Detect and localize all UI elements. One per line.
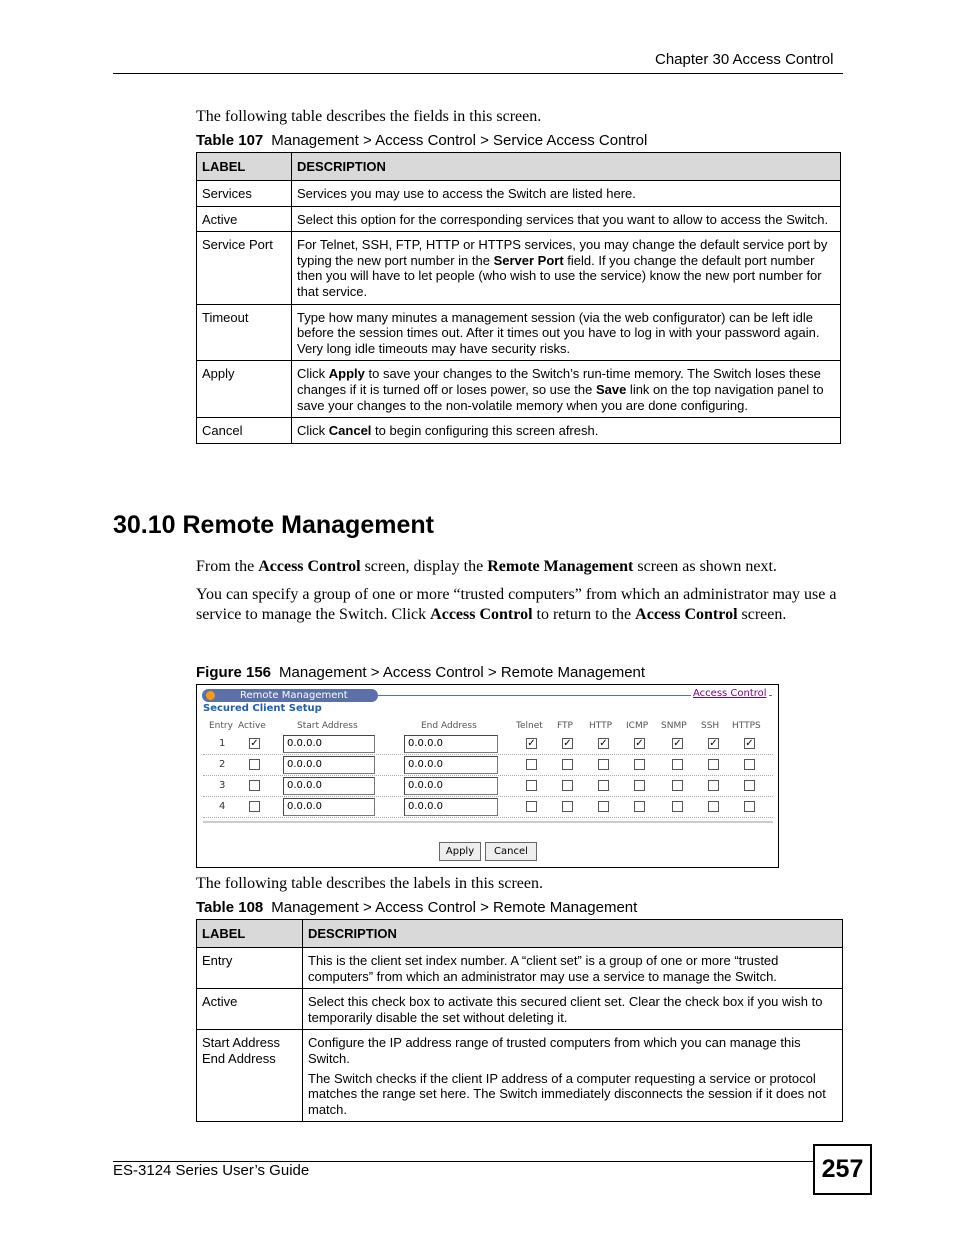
table-header-description: DESCRIPTION xyxy=(303,920,843,948)
icmp-checkbox[interactable] xyxy=(634,801,645,812)
http-checkbox[interactable]: ✓ xyxy=(599,738,608,749)
snmp-checkbox[interactable]: ✓ xyxy=(673,738,682,749)
column-header-telnet: Telnet xyxy=(516,721,543,731)
section-heading: 30.10 Remote Management xyxy=(113,511,434,539)
icmp-checkbox[interactable]: ✓ xyxy=(635,738,644,749)
http-checkbox[interactable] xyxy=(598,759,609,770)
row-label: Apply xyxy=(197,361,292,418)
end-address-input[interactable]: 0.0.0.0 xyxy=(404,798,498,816)
ftp-checkbox[interactable]: ✓ xyxy=(563,738,572,749)
ftp-checkbox[interactable] xyxy=(562,801,573,812)
ssh-checkbox[interactable]: ✓ xyxy=(709,738,718,749)
column-header-ftp: FTP xyxy=(557,721,573,731)
active-checkbox[interactable] xyxy=(249,801,260,812)
table-row xyxy=(197,206,841,232)
entry-index: 3 xyxy=(219,780,226,791)
table-row xyxy=(197,232,841,304)
figure-156-title: Management > Access Control > Remote Management xyxy=(279,664,646,681)
column-header-snmp: SNMP xyxy=(661,721,687,731)
secured-client-setup-heading: Secured Client Setup xyxy=(203,703,322,714)
active-checkbox[interactable] xyxy=(249,759,260,770)
row-label: Cancel xyxy=(197,418,292,444)
telnet-checkbox[interactable] xyxy=(526,801,537,812)
row-description: Click Cancel to begin configuring this screen afresh. xyxy=(292,418,841,444)
row-label: Timeout xyxy=(197,304,292,361)
column-header-active: Active xyxy=(238,721,266,731)
ssh-checkbox[interactable] xyxy=(708,780,719,791)
start-address-input[interactable]: 0.0.0.0 xyxy=(283,735,375,753)
row-description: Click Apply to save your changes to the Switch’s run-time memory. The Switch loses these changes if it is turned off or loses power, so use the Save link on the top navigation panel to save your changes to the non-volatile memory when you are done configuring. xyxy=(292,361,841,418)
ftp-checkbox[interactable] xyxy=(562,759,573,770)
start-address-input[interactable]: 0.0.0.0 xyxy=(283,798,375,816)
table-row xyxy=(197,304,841,361)
row-label: Active xyxy=(197,206,292,232)
page-number: 257 xyxy=(813,1144,872,1195)
row-label: Services xyxy=(197,181,292,207)
apply-button[interactable]: Apply xyxy=(439,842,481,861)
row-label: Start Address End Address xyxy=(197,1030,303,1122)
column-header-http: HTTP xyxy=(589,721,613,731)
https-checkbox[interactable] xyxy=(744,801,755,812)
table-row xyxy=(197,948,843,989)
end-address-input[interactable]: 0.0.0.0 xyxy=(404,756,498,774)
figure-156-caption xyxy=(196,664,645,681)
table-108 xyxy=(196,919,843,1122)
table-108-caption xyxy=(196,899,637,916)
table-header-label: LABEL xyxy=(197,153,292,181)
table-107-title: Management > Access Control > Service Access Control xyxy=(271,132,648,149)
remote-management-screenshot xyxy=(196,684,779,868)
access-control-link[interactable]: Access Control xyxy=(693,688,767,699)
paragraph-2: You can specify a group of one or more “trusted computers” from which an administrator may use a service to manage the Switch. Click Access Control to return to the Access Control screen. xyxy=(196,586,837,623)
table-header-label: LABEL xyxy=(197,920,303,948)
snmp-checkbox[interactable] xyxy=(672,801,683,812)
row-label: Service Port xyxy=(197,232,292,304)
table-row xyxy=(197,418,841,444)
column-header-ssh: SSH xyxy=(701,721,720,731)
icmp-checkbox[interactable] xyxy=(634,759,645,770)
active-checkbox[interactable] xyxy=(249,780,260,791)
end-address-input[interactable]: 0.0.0.0 xyxy=(404,735,498,753)
https-checkbox[interactable] xyxy=(744,759,755,770)
row-label: Active xyxy=(197,989,303,1030)
guide-title: ES-3124 Series User’s Guide xyxy=(113,1162,310,1179)
row-description: Services you may use to access the Switch are listed here. xyxy=(292,181,841,207)
column-header-entry: Entry xyxy=(209,721,233,731)
row-divider xyxy=(203,754,773,755)
row-divider xyxy=(203,775,773,776)
snmp-checkbox[interactable] xyxy=(672,759,683,770)
intro-text-2: The following table describes the labels in this screen. xyxy=(196,875,544,892)
table-row xyxy=(197,989,843,1030)
row-description: Configure the IP address range of trusted computers from which you can manage this Switch. The Switch checks if the client IP address of a computer requesting a service or protocol matches the range set here. The Switch immediately disconnects the session if it does not match. xyxy=(303,1030,843,1122)
row-description: This is the client set index number. A “client set” is a group of one or more “trusted computers” from which an administrator may use a service to manage the Switch. xyxy=(303,948,843,989)
table-108-title: Management > Access Control > Remote Management xyxy=(271,899,638,916)
row-divider xyxy=(203,796,773,797)
icmp-checkbox[interactable] xyxy=(634,780,645,791)
paragraph-1: From the Access Control screen, display the Remote Management screen as shown next. xyxy=(196,558,777,575)
intro-text-1: The following table describes the fields in this screen. xyxy=(196,108,542,125)
http-checkbox[interactable] xyxy=(598,780,609,791)
figure-156-number: Figure 156 xyxy=(196,664,272,681)
screen-title: Remote Management xyxy=(202,689,378,702)
entry-index: 2 xyxy=(219,759,226,770)
https-checkbox[interactable] xyxy=(744,780,755,791)
table-107 xyxy=(196,152,841,444)
column-header-https: HTTPS xyxy=(732,721,761,731)
table-row xyxy=(197,1030,843,1122)
column-header-icmp: ICMP xyxy=(626,721,649,731)
table-header-description: DESCRIPTION xyxy=(292,153,841,181)
column-header-end-address: End Address xyxy=(421,721,477,731)
table-row xyxy=(197,361,841,418)
running-header: Chapter 30 Access Control xyxy=(655,51,834,68)
active-checkbox[interactable]: ✓ xyxy=(250,738,259,749)
row-description: Type how many minutes a management session (via the web configurator) can be left idle before the session times out. After it times out you have to log in with your password again. Very long idle timeouts may have security risks. xyxy=(292,304,841,361)
table-107-caption xyxy=(196,132,647,149)
separator xyxy=(203,821,773,823)
row-description: Select this check box to activate this secured client set. Clear the check box if you wish to temporarily disable the set without deleting it. xyxy=(303,989,843,1030)
snmp-checkbox[interactable] xyxy=(672,780,683,791)
row-divider xyxy=(203,817,773,818)
ssh-checkbox[interactable] xyxy=(708,801,719,812)
http-checkbox[interactable] xyxy=(598,801,609,812)
telnet-checkbox[interactable] xyxy=(526,759,537,770)
table-row xyxy=(197,181,841,207)
end-address-input[interactable]: 0.0.0.0 xyxy=(404,777,498,795)
column-header-start-address: Start Address xyxy=(297,721,358,731)
header-rule xyxy=(113,73,843,74)
cancel-button[interactable]: Cancel xyxy=(485,842,537,861)
entry-index: 1 xyxy=(219,738,226,749)
start-address-input[interactable]: 0.0.0.0 xyxy=(283,777,375,795)
entry-index: 4 xyxy=(219,801,226,812)
table-107-number: Table 107 xyxy=(196,132,264,149)
ftp-checkbox[interactable] xyxy=(562,780,573,791)
ssh-checkbox[interactable] xyxy=(708,759,719,770)
row-description: For Telnet, SSH, FTP, HTTP or HTTPS services, you may change the default service port by typing the new port number in the Server Port field. If you change the default port number then you will have to let people (who wish to use the service) know the new port number for that service. xyxy=(292,232,841,304)
telnet-checkbox[interactable] xyxy=(526,780,537,791)
row-description: Select this option for the corresponding services that you want to allow to access the Switch. xyxy=(292,206,841,232)
https-checkbox[interactable]: ✓ xyxy=(745,738,754,749)
start-address-input[interactable]: 0.0.0.0 xyxy=(283,756,375,774)
telnet-checkbox[interactable]: ✓ xyxy=(527,738,536,749)
table-108-number: Table 108 xyxy=(196,899,264,916)
row-label: Entry xyxy=(197,948,303,989)
